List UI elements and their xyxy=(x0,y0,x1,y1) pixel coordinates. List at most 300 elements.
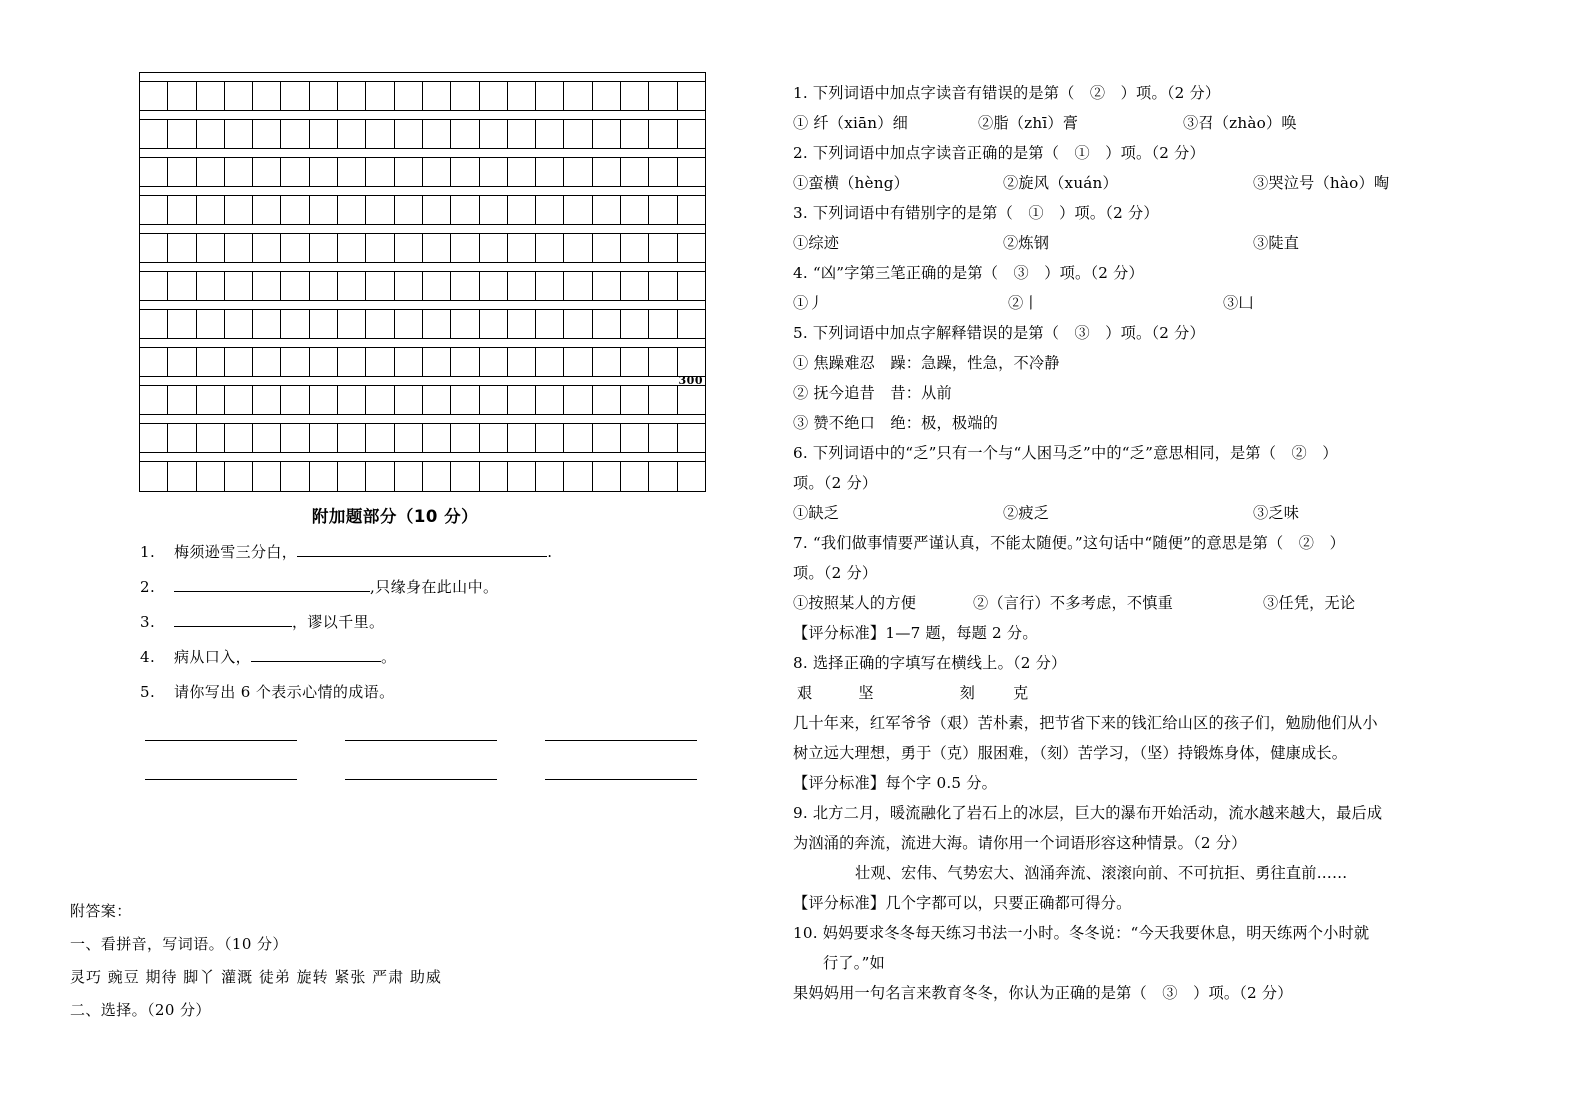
grid-cell[interactable] xyxy=(564,158,592,186)
grid-cell[interactable] xyxy=(536,386,564,414)
grid-cell[interactable] xyxy=(649,310,677,338)
grid-cell[interactable] xyxy=(451,348,479,376)
grid-cell[interactable] xyxy=(395,234,423,262)
grid-cell[interactable] xyxy=(197,462,225,491)
grid-cell[interactable] xyxy=(225,120,253,148)
grid-cell[interactable] xyxy=(281,310,309,338)
grid-cell[interactable] xyxy=(366,234,394,262)
question-7 xyxy=(793,528,1568,618)
grid-cell[interactable] xyxy=(508,462,536,491)
grid-cell[interactable] xyxy=(621,120,649,148)
answer-key-words: 灵巧 豌豆 期待 脚丫 灌溉 徒弟 旋转 紧张 严肃 助威 xyxy=(70,968,442,986)
grid-cell[interactable] xyxy=(621,424,649,452)
question-8-passage-line2: 树立远大理想，勇于（克）服困难，（刻）苦学习，（坚）持锻炼身体，健康成长。 xyxy=(793,744,1348,762)
question-8 xyxy=(793,648,1568,798)
grid-cell[interactable] xyxy=(197,310,225,338)
grid-cell[interactable] xyxy=(140,462,168,491)
grid-cell[interactable] xyxy=(564,82,592,110)
grid-cell[interactable] xyxy=(564,120,592,148)
grid-cell[interactable] xyxy=(649,196,677,224)
grid-cell[interactable] xyxy=(678,196,705,224)
grid-cell[interactable] xyxy=(536,272,564,300)
grid-cell[interactable] xyxy=(564,272,592,300)
grid-cell[interactable] xyxy=(338,386,366,414)
option-2[interactable]: ②丨 xyxy=(1008,294,1039,312)
question-6-options xyxy=(793,498,1568,528)
grid-row xyxy=(140,348,705,377)
grid-cell[interactable] xyxy=(480,272,508,300)
grid-cell[interactable] xyxy=(253,272,281,300)
grid-cell[interactable] xyxy=(168,386,196,414)
grid-cell[interactable] xyxy=(395,158,423,186)
grid-cell[interactable] xyxy=(168,462,196,491)
grid-cell[interactable] xyxy=(508,310,536,338)
question-2-options xyxy=(793,168,1568,198)
grid-cell[interactable] xyxy=(338,158,366,186)
grid-cell[interactable] xyxy=(480,386,508,414)
grid-cell[interactable] xyxy=(197,234,225,262)
bonus-item-text-before: 梅须逊雪三分白， xyxy=(174,543,298,561)
grid-cell[interactable] xyxy=(281,272,309,300)
grid-cell[interactable] xyxy=(225,82,253,110)
grid-cell[interactable] xyxy=(451,424,479,452)
answer-blank[interactable] xyxy=(251,646,381,662)
grid-row xyxy=(140,272,705,301)
grid-cell[interactable] xyxy=(508,386,536,414)
grid-cell[interactable] xyxy=(310,462,338,491)
option-2[interactable]: ②（言行）不多考虑，不慎重 xyxy=(973,594,1174,612)
grid-cell[interactable] xyxy=(366,348,394,376)
grid-separator-row xyxy=(140,225,705,234)
grid-cell[interactable] xyxy=(395,310,423,338)
grid-cell[interactable] xyxy=(621,82,649,110)
char-option-2[interactable]: 坚 xyxy=(858,684,875,702)
grid-cell[interactable] xyxy=(678,158,705,186)
grid-row xyxy=(140,424,705,453)
grid-cell[interactable] xyxy=(281,196,309,224)
question-1-options xyxy=(793,108,1568,138)
grid-cell[interactable] xyxy=(395,82,423,110)
grid-cell[interactable] xyxy=(508,196,536,224)
grid-cell[interactable] xyxy=(423,82,451,110)
grid-cell[interactable] xyxy=(197,386,225,414)
grid-cell[interactable] xyxy=(621,196,649,224)
grid-cell[interactable] xyxy=(423,120,451,148)
question-5-option-3[interactable]: ③ 赞不绝口 绝：极，极端的 xyxy=(793,414,999,432)
grid-cell[interactable] xyxy=(168,272,196,300)
grid-cell[interactable] xyxy=(451,272,479,300)
question-6-stem-line2: 项。（2 分） xyxy=(793,474,878,492)
grid-cell[interactable] xyxy=(621,234,649,262)
question-8-char-bank xyxy=(793,678,1568,708)
option-1[interactable]: ① 纤（xiān）细 xyxy=(793,114,909,132)
idiom-blank[interactable] xyxy=(345,765,497,780)
grid-cell[interactable] xyxy=(480,234,508,262)
grid-cell[interactable] xyxy=(508,158,536,186)
grid-cell[interactable] xyxy=(197,120,225,148)
grid-cell[interactable] xyxy=(593,462,621,491)
question-4-options xyxy=(793,288,1568,318)
question-3-stem: 3. 下列词语中有错别字的是第（ ① ）项。（2 分） xyxy=(793,204,1159,222)
grid-cell[interactable] xyxy=(225,158,253,186)
question-5-option-2[interactable]: ② 抚今追昔 昔：从前 xyxy=(793,384,952,402)
grid-cell[interactable] xyxy=(649,462,677,491)
grid-cell[interactable] xyxy=(310,310,338,338)
bonus-item-text-after: 。 xyxy=(381,648,397,666)
bonus-item-number: 2. xyxy=(140,578,156,596)
grid-cell[interactable] xyxy=(225,272,253,300)
grid-cell[interactable] xyxy=(536,348,564,376)
grid-cell[interactable] xyxy=(451,310,479,338)
grid-cell[interactable] xyxy=(197,424,225,452)
grid-cell[interactable] xyxy=(621,310,649,338)
grid-cell[interactable] xyxy=(225,234,253,262)
grid-cell[interactable] xyxy=(310,196,338,224)
grid-cell[interactable] xyxy=(508,82,536,110)
grid-cell[interactable] xyxy=(564,234,592,262)
bonus-item xyxy=(0,681,770,702)
grid-separator-row xyxy=(140,453,705,462)
grid-cell[interactable] xyxy=(536,234,564,262)
grid-cell[interactable] xyxy=(310,158,338,186)
grid-cell[interactable] xyxy=(508,234,536,262)
grid-cell[interactable] xyxy=(423,462,451,491)
grid-cell[interactable] xyxy=(366,462,394,491)
grid-cell[interactable] xyxy=(593,196,621,224)
grid-cell[interactable] xyxy=(281,348,309,376)
grid-cell[interactable] xyxy=(678,120,705,148)
grid-cell[interactable] xyxy=(253,462,281,491)
grid-cell[interactable] xyxy=(253,120,281,148)
grid-cell[interactable] xyxy=(225,348,253,376)
answer-blank[interactable] xyxy=(174,576,370,592)
grid-cell[interactable] xyxy=(197,158,225,186)
grid-cell[interactable] xyxy=(508,424,536,452)
grid-cell[interactable] xyxy=(366,310,394,338)
grid-cell[interactable] xyxy=(480,462,508,491)
grid-row xyxy=(140,386,705,415)
grid-cell[interactable] xyxy=(338,272,366,300)
grid-cell[interactable] xyxy=(168,196,196,224)
grid-cell[interactable] xyxy=(678,386,705,414)
grid-cell[interactable] xyxy=(281,82,309,110)
idiom-blank[interactable] xyxy=(545,726,697,741)
option-2[interactable]: ②炼钢 xyxy=(1003,234,1050,252)
grid-cell[interactable] xyxy=(338,82,366,110)
grid-cell[interactable] xyxy=(395,272,423,300)
grid-cell[interactable] xyxy=(168,120,196,148)
option-1[interactable]: ①丿 xyxy=(793,294,824,312)
grid-cell[interactable] xyxy=(310,348,338,376)
grid-cell[interactable] xyxy=(508,120,536,148)
grid-row xyxy=(140,310,705,339)
grid-cell[interactable] xyxy=(140,386,168,414)
grid-row xyxy=(140,158,705,187)
grid-cell[interactable] xyxy=(451,386,479,414)
grid-cell[interactable] xyxy=(168,234,196,262)
grid-cell[interactable] xyxy=(197,196,225,224)
grid-cell[interactable] xyxy=(168,82,196,110)
grid-cell[interactable] xyxy=(621,348,649,376)
grid-cell[interactable] xyxy=(536,120,564,148)
grid-cell[interactable] xyxy=(225,196,253,224)
grid-cell[interactable] xyxy=(678,462,705,491)
grid-cell[interactable] xyxy=(451,82,479,110)
bonus-item-list xyxy=(0,541,770,702)
idiom-blank[interactable] xyxy=(145,726,297,741)
grid-cell[interactable] xyxy=(649,158,677,186)
grid-cell[interactable] xyxy=(593,348,621,376)
grid-cell[interactable] xyxy=(338,310,366,338)
grid-cell[interactable] xyxy=(281,462,309,491)
option-2[interactable]: ②旋风（xuán） xyxy=(1003,174,1118,192)
grid-cell[interactable] xyxy=(253,348,281,376)
grid-cell[interactable] xyxy=(451,196,479,224)
grid-cell[interactable] xyxy=(480,196,508,224)
grid-cell[interactable] xyxy=(395,386,423,414)
grid-cell[interactable] xyxy=(649,82,677,110)
grid-cell[interactable] xyxy=(225,310,253,338)
idiom-blank[interactable] xyxy=(145,765,297,780)
grid-cell[interactable] xyxy=(366,196,394,224)
grid-cell[interactable] xyxy=(338,424,366,452)
grid-cell[interactable] xyxy=(564,424,592,452)
grid-cell[interactable] xyxy=(451,234,479,262)
grid-cell[interactable] xyxy=(423,310,451,338)
grid-cell[interactable] xyxy=(168,310,196,338)
grid-cell[interactable] xyxy=(338,120,366,148)
option-3[interactable]: ③哭泣号（hào）啕 xyxy=(1253,174,1390,192)
grid-cell[interactable] xyxy=(423,272,451,300)
grid-cell[interactable] xyxy=(140,120,168,148)
grid-cell[interactable] xyxy=(508,272,536,300)
grid-cell[interactable] xyxy=(423,386,451,414)
grid-cell[interactable] xyxy=(593,272,621,300)
grid-cell[interactable] xyxy=(593,386,621,414)
grid-cell[interactable] xyxy=(564,196,592,224)
grid-cell[interactable] xyxy=(310,82,338,110)
option-3[interactable]: ③凵 xyxy=(1223,294,1254,312)
grid-cell[interactable] xyxy=(564,462,592,491)
grid-cell[interactable] xyxy=(253,82,281,110)
grid-cell[interactable] xyxy=(366,424,394,452)
grid-cell[interactable] xyxy=(140,82,168,110)
grid-cell[interactable] xyxy=(536,310,564,338)
grid-cell[interactable] xyxy=(678,310,705,338)
grid-cell[interactable] xyxy=(366,158,394,186)
grid-cell[interactable] xyxy=(451,462,479,491)
grid-cell[interactable] xyxy=(536,196,564,224)
option-1[interactable]: ①缺乏 xyxy=(793,504,840,522)
bonus-section xyxy=(0,503,770,804)
grid-cell[interactable] xyxy=(508,348,536,376)
grid-cell[interactable] xyxy=(423,424,451,452)
grid-cell[interactable] xyxy=(649,424,677,452)
grid-cell[interactable] xyxy=(678,234,705,262)
question-5-stem: 5. 下列词语中加点字解释错误的是第（ ③ ）项。（2 分） xyxy=(793,324,1205,342)
question-8-criteria: 【评分标准】每个字 0.5 分。 xyxy=(793,774,998,792)
grid-cell[interactable] xyxy=(621,158,649,186)
question-9-criteria: 【评分标准】几个字都可以，只要正确都可得分。 xyxy=(793,894,1132,912)
grid-cell[interactable] xyxy=(197,348,225,376)
grid-cell[interactable] xyxy=(395,424,423,452)
grid-cell[interactable] xyxy=(281,386,309,414)
bonus-item-text-before: 病从口入， xyxy=(174,648,252,666)
grid-cell[interactable] xyxy=(395,462,423,491)
grid-cell[interactable] xyxy=(536,462,564,491)
grid-cell[interactable] xyxy=(253,196,281,224)
char-option-3[interactable]: 刻 xyxy=(959,684,976,702)
question-4 xyxy=(793,258,1568,318)
idiom-blank[interactable] xyxy=(345,726,497,741)
option-3[interactable]: ③召（zhào）唤 xyxy=(1183,114,1297,132)
grid-cell[interactable] xyxy=(253,386,281,414)
grid-cell[interactable] xyxy=(140,234,168,262)
grid-cell[interactable] xyxy=(423,234,451,262)
question-9-stem-line2: 为汹涌的奔流，流进大海。请你用一个词语形容这种情景。（2 分） xyxy=(793,834,1247,852)
option-3[interactable]: ③任凭，无论 xyxy=(1263,594,1356,612)
grid-cell[interactable] xyxy=(225,424,253,452)
grid-cell[interactable] xyxy=(593,310,621,338)
grid-cell[interactable] xyxy=(140,424,168,452)
bonus-item xyxy=(0,646,770,667)
grid-cell[interactable] xyxy=(338,196,366,224)
grid-cell[interactable] xyxy=(310,424,338,452)
grid-cell[interactable] xyxy=(197,82,225,110)
question-5-option-1[interactable]: ① 焦躁难忍 躁：急躁，性急，不冷静 xyxy=(793,354,1060,372)
answer-blank[interactable] xyxy=(174,611,292,627)
grid-cell[interactable] xyxy=(649,386,677,414)
grid-cell[interactable] xyxy=(480,158,508,186)
grid-row xyxy=(140,120,705,149)
grid-cell[interactable] xyxy=(366,120,394,148)
grid-cell[interactable] xyxy=(423,348,451,376)
grid-cell[interactable] xyxy=(678,348,705,376)
idiom-blank[interactable] xyxy=(545,765,697,780)
grid-cell[interactable] xyxy=(253,424,281,452)
grid-cell[interactable] xyxy=(366,82,394,110)
grid-cell[interactable] xyxy=(649,120,677,148)
grid-cell[interactable] xyxy=(338,462,366,491)
right-column-questions xyxy=(793,78,1568,1008)
option-1[interactable]: ①按照某人的方便 xyxy=(793,594,917,612)
grid-cell[interactable] xyxy=(253,158,281,186)
grid-cell[interactable] xyxy=(593,120,621,148)
question-6 xyxy=(793,438,1568,528)
question-3-options xyxy=(793,228,1568,258)
grid-cell[interactable] xyxy=(564,310,592,338)
grid-cell[interactable] xyxy=(451,158,479,186)
option-3[interactable]: ③陡直 xyxy=(1253,234,1300,252)
grid-cell[interactable] xyxy=(536,158,564,186)
grid-cell[interactable] xyxy=(536,424,564,452)
char-option-1[interactable]: 艰 xyxy=(797,684,813,702)
grid-cell[interactable] xyxy=(593,82,621,110)
option-1[interactable]: ①综迹 xyxy=(793,234,840,252)
grid-cell[interactable] xyxy=(140,158,168,186)
grid-cell[interactable] xyxy=(281,120,309,148)
grid-cell[interactable] xyxy=(480,348,508,376)
grid-cell[interactable] xyxy=(366,272,394,300)
grid-cell[interactable] xyxy=(253,310,281,338)
grid-cell[interactable] xyxy=(678,424,705,452)
grid-cell[interactable] xyxy=(423,158,451,186)
grid-cell[interactable] xyxy=(480,82,508,110)
grid-cell[interactable] xyxy=(338,348,366,376)
bonus-item-number: 3. xyxy=(140,613,156,631)
grid-cell[interactable] xyxy=(678,82,705,110)
grid-cell[interactable] xyxy=(564,348,592,376)
grid-cell[interactable] xyxy=(253,234,281,262)
grid-cell[interactable] xyxy=(395,196,423,224)
grid-cell[interactable] xyxy=(168,424,196,452)
grid-cell[interactable] xyxy=(197,272,225,300)
grid-cell[interactable] xyxy=(649,272,677,300)
grid-cell[interactable] xyxy=(480,310,508,338)
grid-cell[interactable] xyxy=(168,158,196,186)
option-2[interactable]: ②脂（zhī）膏 xyxy=(978,114,1079,132)
grid-cell[interactable] xyxy=(338,234,366,262)
grid-cell[interactable] xyxy=(310,272,338,300)
grid-cell[interactable] xyxy=(140,196,168,224)
grid-cell[interactable] xyxy=(649,234,677,262)
idiom-blank-row xyxy=(145,726,770,741)
char-option-4[interactable]: 克 xyxy=(1012,684,1029,702)
grid-cell[interactable] xyxy=(366,386,394,414)
option-2[interactable]: ②疲乏 xyxy=(1003,504,1050,522)
grid-separator-row xyxy=(140,187,705,196)
grid-cell[interactable] xyxy=(480,424,508,452)
grid-cell[interactable] xyxy=(281,424,309,452)
bonus-section-title: 附加题部分（10 分） xyxy=(311,507,479,526)
grid-cell[interactable] xyxy=(310,386,338,414)
grid-cell[interactable] xyxy=(310,234,338,262)
grid-cell[interactable] xyxy=(281,234,309,262)
grid-cell[interactable] xyxy=(451,120,479,148)
grid-cell[interactable] xyxy=(621,386,649,414)
grid-cell[interactable] xyxy=(649,348,677,376)
question-4-stem: 4. “凶”字第三笔正确的是第（ ③ ）项。（2 分） xyxy=(793,264,1144,282)
grid-cell[interactable] xyxy=(621,272,649,300)
grid-cell[interactable] xyxy=(678,272,705,300)
bonus-item xyxy=(0,611,770,632)
grid-cell[interactable] xyxy=(593,158,621,186)
grid-cell[interactable] xyxy=(140,348,168,376)
option-1[interactable]: ①蛮横（hèng） xyxy=(793,174,910,192)
grid-cell[interactable] xyxy=(281,158,309,186)
grid-cell[interactable] xyxy=(536,82,564,110)
grid-cell[interactable] xyxy=(395,348,423,376)
grid-separator-row xyxy=(140,339,705,348)
grid-cell[interactable] xyxy=(225,386,253,414)
grid-cell[interactable] xyxy=(621,462,649,491)
grid-cell[interactable] xyxy=(564,386,592,414)
answer-blank[interactable] xyxy=(297,541,547,557)
option-3[interactable]: ③乏味 xyxy=(1253,504,1300,522)
bonus-item-text-after: ，谬以千里。 xyxy=(292,613,385,631)
grid-cell[interactable] xyxy=(423,196,451,224)
grid-cell[interactable] xyxy=(310,120,338,148)
grid-cell[interactable] xyxy=(140,310,168,338)
grid-cell[interactable] xyxy=(480,120,508,148)
grid-cell[interactable] xyxy=(593,234,621,262)
question-7-stem-line1: 7. “我们做事情要严谨认真，不能太随便。”这句话中“随便”的意思是第（ ② ） xyxy=(793,534,1345,552)
grid-cell[interactable] xyxy=(140,272,168,300)
grid-cell[interactable] xyxy=(395,120,423,148)
grid-cell[interactable] xyxy=(593,424,621,452)
grid-cell[interactable] xyxy=(168,348,196,376)
grid-cell[interactable] xyxy=(225,462,253,491)
